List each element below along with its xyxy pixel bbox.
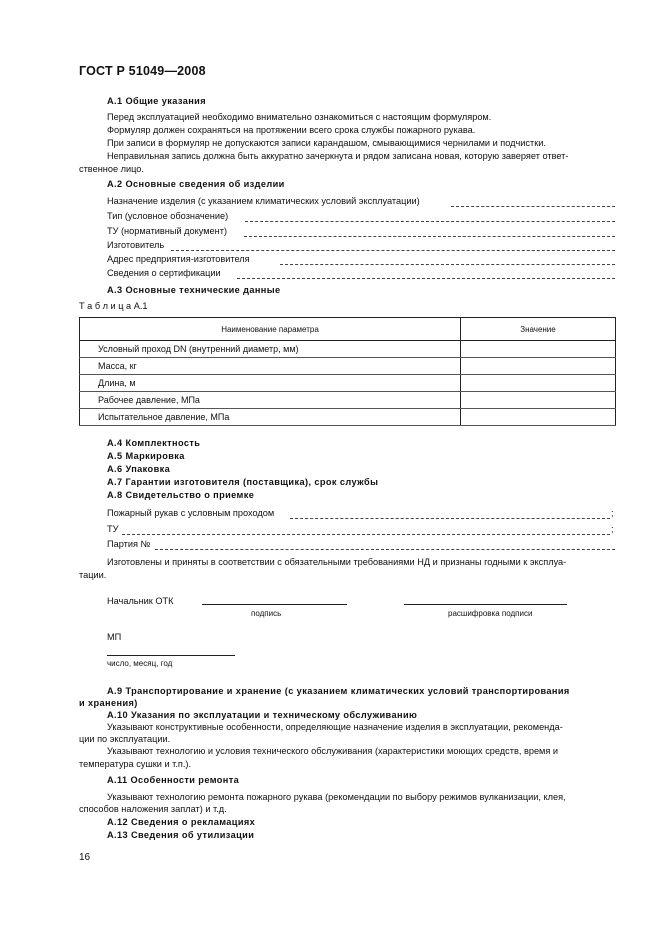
chief-otk-label: Начальник ОТК (107, 596, 174, 606)
field-address-label: Адрес предприятия-изготовителя (107, 254, 250, 264)
signature-caption: подпись (251, 609, 282, 618)
table-cell-value (461, 409, 616, 426)
certificate-tu-label: ТУ (107, 524, 119, 534)
table-cell-value (461, 375, 616, 392)
stamp-label: МП (107, 632, 122, 642)
table-cell-value (461, 392, 616, 409)
a11-paragraph-1: Указывают технологию ремонта пожарного рукава (рекомендации по выбору режимов вулканизации, клея, (107, 792, 566, 802)
section-a1-title: А.1 Общие указания (107, 96, 206, 106)
section-a7-title: А.7 Гарантии изготовителя (поставщика), срок службы (107, 477, 379, 487)
a10-paragraph-1: Указывают конструктивные особенности, определяющие назначение изделия в эксплуатации, рекоменда- (107, 722, 563, 732)
a1-paragraph-4-cont: ственное лицо. (79, 164, 144, 174)
a11-paragraph-1-cont: способов наложения заплат) и т.д. (79, 804, 227, 814)
signature-line (202, 604, 347, 605)
section-a9-title: А.9 Транспортирование и хранение (с указанием климатических условий транспортирования (107, 686, 570, 696)
a1-paragraph-4: Неправильная запись должна быть аккуратно зачеркнута и рядом записана новая, которую заверяет ответ- (107, 151, 569, 161)
certificate-accepted-text: Изготовлены и приняты в соответствии с обязательными требованиями НД и признаны годными к эксплуа- (107, 557, 567, 567)
table-header-row (80, 318, 616, 341)
field-purpose-label: Назначение изделия (с указанием климатических условий эксплуатации) (107, 196, 420, 206)
a1-paragraph-3: При записи в формуляр не допускаются записи карандашом, смывающимися чернилами и подчистки. (107, 138, 546, 148)
table-cell-value (461, 358, 616, 375)
certificate-hose-semicolon: ; (611, 508, 614, 518)
a10-paragraph-1-cont: ции по эксплуатации. (79, 734, 171, 744)
section-a10-title: А.10 Указания по эксплуатации и техническому обслуживанию (107, 710, 418, 720)
certificate-tu-semicolon: ; (611, 524, 614, 534)
field-tu-line (244, 236, 615, 237)
table-header-parameter: Наименование параметра (80, 318, 461, 341)
field-manufacturer-line (171, 250, 615, 251)
table-header-value: Значение (461, 318, 616, 341)
decoding-caption: расшифровка подписи (448, 609, 533, 618)
section-a12-title: А.12 Сведения о рекламациях (107, 817, 256, 827)
table-cell-parameter: Длина, м (80, 375, 461, 392)
certificate-hose-label: Пожарный рукав с условным проходом (107, 508, 275, 518)
field-certification-label: Сведения о сертификации (107, 268, 221, 278)
table-caption: Т а б л и ц а А.1 (79, 301, 148, 311)
table-cell-parameter: Испытательное давление, МПа (80, 409, 461, 426)
certificate-accepted-text-cont: тации. (79, 570, 107, 580)
section-a3-title: А.3 Основные технические данные (107, 285, 281, 295)
field-type-label: Тип (условное обозначение) (107, 211, 229, 221)
section-a8-title: А.8 Свидетельство о приемке (107, 490, 255, 500)
section-a9-title-cont: и хранения) (79, 698, 138, 708)
section-a5-title: А.5 Маркировка (107, 451, 185, 461)
section-a2-title: А.2 Основные сведения об изделии (107, 179, 285, 189)
table-cell-parameter: Условный проход DN (внутренний диаметр, мм) (80, 341, 461, 358)
table-row (80, 341, 616, 358)
table-cell-parameter: Рабочее давление, МПа (80, 392, 461, 409)
table-cell-parameter: Масса, кг (80, 358, 461, 375)
signature-decoding-line (404, 604, 567, 605)
table-cell-value (461, 341, 616, 358)
certificate-hose-line (290, 518, 610, 519)
a10-paragraph-2: Указывают технологию и условия технического обслуживания (характеристики моющих средств, время и (107, 746, 559, 756)
date-line (107, 655, 235, 656)
field-tu-label: ТУ (нормативный документ) (107, 226, 228, 236)
page-number: 16 (79, 852, 91, 863)
section-a13-title: А.13 Сведения об утилизации (107, 830, 255, 840)
certificate-batch-line (155, 549, 615, 550)
section-a6-title: А.6 Упаковка (107, 464, 171, 474)
document-header: ГОСТ Р 51049—2008 (79, 64, 206, 78)
field-certification-line (237, 278, 615, 279)
field-address-line (280, 264, 615, 265)
field-purpose-line (451, 206, 615, 207)
field-type-line (245, 221, 615, 222)
table-row (80, 409, 616, 426)
date-caption: число, месяц, год (107, 659, 173, 668)
table-row (80, 358, 616, 375)
a1-paragraph-2: Формуляр должен сохраняться на протяжении всего срока службы пожарного рукава. (107, 125, 476, 135)
a10-paragraph-2-cont: температура сушки и т.п.). (79, 759, 192, 769)
table-row (80, 392, 616, 409)
technical-data-table (79, 317, 616, 426)
a1-paragraph-1: Перед эксплуатацией необходимо внимательно ознакомиться с настоящим формуляром. (107, 112, 492, 122)
field-manufacturer-label: Изготовитель (107, 240, 165, 250)
certificate-tu-line (122, 534, 610, 535)
section-a4-title: А.4 Комплектность (107, 438, 201, 448)
table-row (80, 375, 616, 392)
section-a11-title: А.11 Особенности ремонта (107, 775, 240, 785)
certificate-batch-label: Партия № (107, 539, 151, 549)
